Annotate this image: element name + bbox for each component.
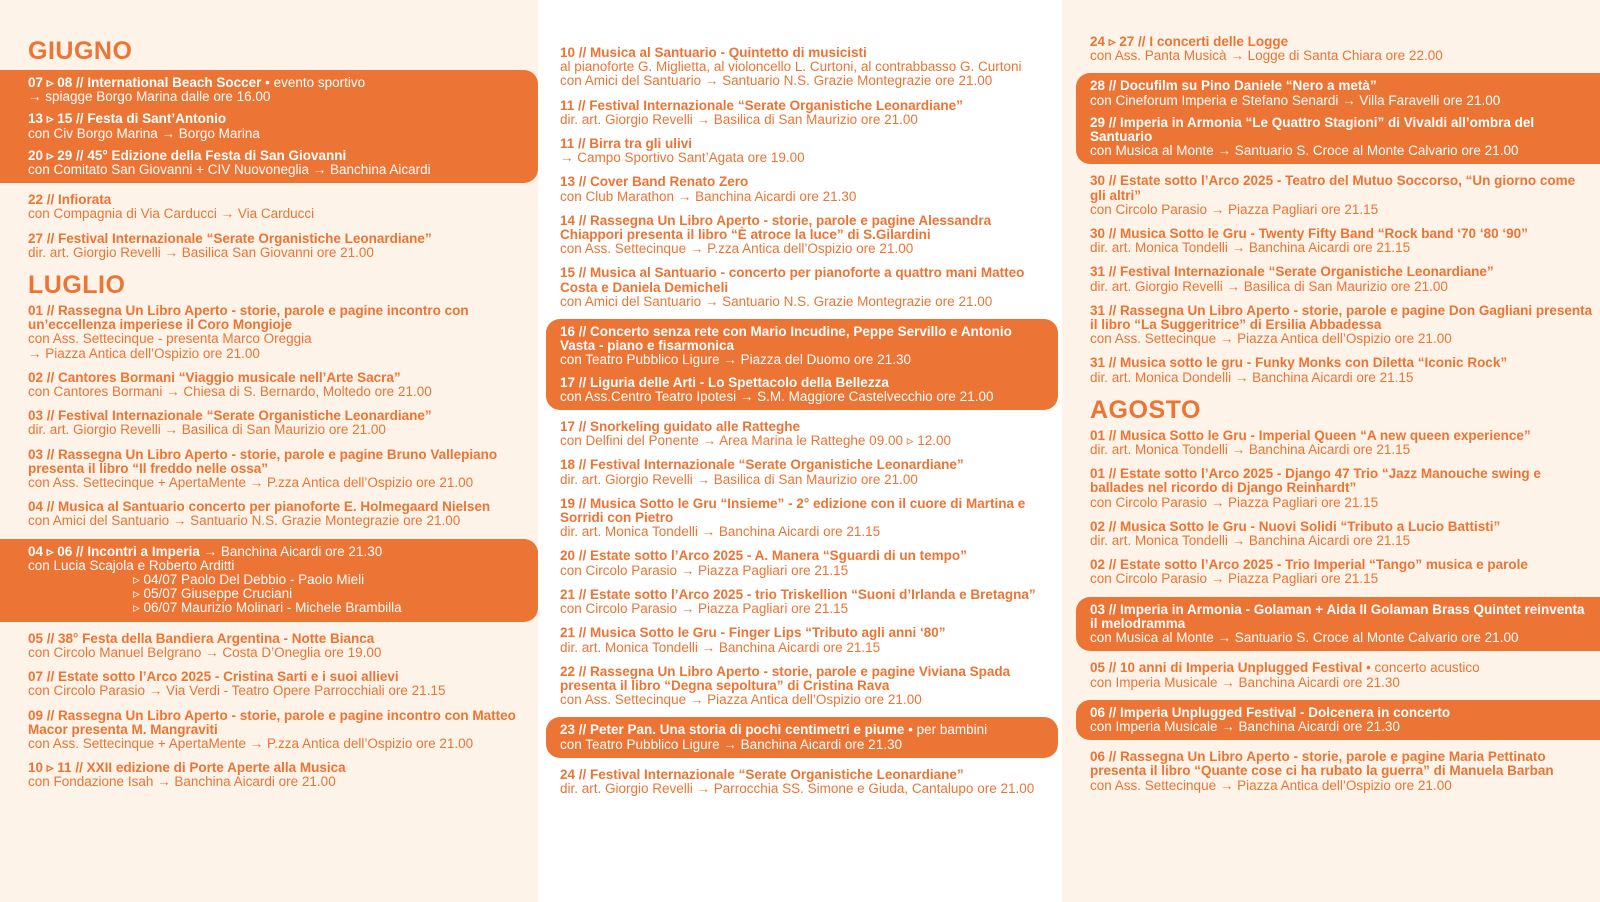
event-title-text: 05 // 10 anni di Imperia Unplugged Festival: [1090, 660, 1363, 676]
event-item: [0, 709, 538, 752]
event-title: [1090, 750, 1594, 778]
event-title-text: 16 // Concerto senza rete con Mario Incudine, Peppe Servillo e Antonio Vasta - piano e fisarmonica: [560, 324, 1012, 354]
event-title-text: 31 // Festival Internazionale “Serate Organistiche Leonardiane”: [1090, 264, 1494, 280]
event-detail-line: con Ass. Settecinque - presenta Marco Oreggia: [28, 331, 312, 347]
event-detail-line: con Musica al Monte → Santuario S. Croce al Monte Calvario ore 21.00: [1090, 630, 1519, 646]
event-detail-line: con Ass.Centro Teatro Ipotesi → S.M. Maggiore Castelvecchio ore 21.00: [560, 388, 994, 404]
event-title: [28, 709, 528, 737]
highlight-box: [1076, 73, 1600, 164]
event-title-text: 10 // Musica al Santuario - Quintetto di musicisti: [560, 45, 867, 60]
event-detail-line: con Ass. Settecinque → Piazza Antica dell’Ospizio ore 21.00: [1090, 331, 1452, 347]
event-title: [1090, 467, 1594, 495]
event-detail-line: dir. art. Giorgio Revelli → Basilica di San Maurizio ore 21.00: [1090, 278, 1448, 294]
event-title: [1090, 706, 1594, 720]
event-title-text: 20 ▹ 29 // 45° Edizione della Festa di San Giovanni: [28, 147, 347, 163]
event-title: [560, 768, 1054, 782]
event-title-text: 20 // Estate sotto l’Arco 2025 - A. Manera “Sguardi di un tempo”: [560, 548, 967, 564]
event-note: • concerto acustico: [1362, 660, 1480, 676]
event-title: [1090, 304, 1594, 332]
event-title: [28, 76, 528, 90]
event-title-text: 19 // Musica Sotto le Gru “Insieme” - 2° edizione con il cuore di Martina e Sorridi con Pietro: [560, 495, 1026, 526]
event-title-text: 24 ▹ 27 // I concerti delle Logge: [1090, 34, 1289, 49]
event-detail-line: con Imperia Musicale → Banchina Aicardi ore 21.30: [1090, 674, 1400, 690]
event-item: [546, 325, 1058, 368]
event-title: [560, 420, 1054, 434]
event-item: [0, 232, 538, 260]
event-title-text: 01 // Rassegna Un Libro Aperto - storie, parole e pagine incontro con un’eccellenza imperiese il Coro Mongioje: [28, 303, 469, 333]
event-item: [1062, 304, 1600, 347]
event-title: [28, 193, 528, 207]
event-detail-line: con Ass. Settecinque → P.zza Antica dell’Ospizio ore 21.00: [560, 241, 914, 257]
event-title: [28, 670, 528, 684]
event-title-text: 09 // Rassegna Un Libro Aperto - storie, parole e pagine incontro con Matteo Macor presenta M. Mangraviti: [28, 707, 516, 737]
event-item: [1062, 558, 1600, 586]
event-item: [0, 371, 538, 399]
event-title: [1090, 227, 1594, 241]
event-item: [1062, 356, 1600, 384]
event-detail-line: con Ass. Settecinque → Piazza Antica dell’Ospizio ore 21.00: [560, 692, 922, 708]
event-title: [28, 112, 528, 126]
event-title-text: 17 // Liguria delle Arti - Lo Spettacolo della Bellezza: [560, 374, 889, 390]
event-title: [28, 232, 528, 246]
event-detail-line: con Teatro Pubblico Ligure → Banchina Aicardi ore 21.30: [560, 736, 902, 752]
event-item: [538, 266, 1062, 309]
event-title: [560, 458, 1054, 472]
event-detail-line: con Circolo Parasio → Piazza Pagliari ore 21.15: [560, 562, 849, 578]
event-title: [560, 175, 1054, 189]
event-title-text: 03 // Festival Internazionale “Serate Organistiche Leonardiane”: [28, 408, 432, 424]
event-title: [560, 626, 1054, 640]
event-detail-line: dir. art. Monica Tondelli → Banchina Aicardi ore 21.15: [560, 639, 881, 655]
event-title: [28, 371, 528, 385]
event-detail-line: con Ass. Settecinque + ApertaMente → P.zza Antica dell’Ospizio ore 21.00: [28, 475, 474, 491]
event-title: [560, 588, 1054, 602]
event-title: [28, 761, 528, 775]
event-detail-line: con Musica al Monte → Santuario S. Croce al Monte Calvario ore 21.00: [1090, 143, 1519, 159]
event-item: [0, 112, 538, 140]
event-title-text: 30 // Estate sotto l’Arco 2025 - Teatro del Mutuo Soccorso, “Un giorno come gli altri”: [1090, 173, 1576, 203]
event-title-text: 06 // Rassegna Un Libro Aperto - storie, parole e pagine Maria Pettinato presenta il libro “Quante cose ci ha rubato la guerra” di Manuela Barban: [1090, 749, 1554, 779]
event-title: [28, 448, 528, 476]
highlight-box: [1076, 597, 1600, 652]
event-detail-line: con Club Marathon → Banchina Aicardi ore 21.30: [560, 188, 857, 204]
event-title: [560, 325, 1050, 353]
highlight-box: [0, 70, 538, 183]
event-item: [1062, 661, 1600, 689]
event-title: [1090, 356, 1594, 370]
event-item: [538, 46, 1062, 89]
event-title: [560, 99, 1054, 113]
event-detail-line: con Imperia Musicale → Banchina Aicardi ore 21.30: [1090, 718, 1400, 734]
event-title-text: 10 ▹ 11 // XXII edizione di Porte Aperte alla Musica: [28, 760, 346, 776]
highlight-box: [546, 319, 1058, 410]
event-title-text: 18 // Festival Internazionale “Serate Organistiche Leonardiane”: [560, 457, 964, 473]
event-item: [1062, 174, 1600, 217]
event-title: [560, 214, 1054, 242]
event-item: [0, 632, 538, 660]
event-title-text: 15 // Musica al Santuario - concerto per pianoforte a quattro mani Matteo Costa e Daniela Demicheli: [560, 265, 1025, 295]
event-detail-line: con Cantores Bormani → Chiesa di S. Bernardo, Moltedo ore 21.00: [28, 384, 432, 400]
event-detail-line: con Ass. Panta Musicà → Logge di Santa Chiara ore 22.00: [1090, 48, 1443, 64]
event-item: [1062, 429, 1600, 457]
event-title-text: 31 // Musica sotto le gru - Funky Monks con Diletta “Iconic Rock”: [1090, 355, 1508, 371]
event-detail-line: con Delfini del Ponente → Area Marina le Ratteghe 09.00 ▹ 12.00: [560, 433, 952, 449]
event-item: [538, 99, 1062, 127]
event-item: [0, 545, 538, 616]
event-item: [1062, 265, 1600, 293]
event-detail-line: con Comitato San Giovanni + CIV Nuovoneglia → Banchina Aicardi: [28, 162, 431, 178]
event-title-text: 27 // Festival Internazionale “Serate Organistiche Leonardiane”: [28, 230, 432, 246]
event-detail-line: al pianoforte G. Miglietta, al violoncello L. Curtoni, al contrabbasso G. Curtoni: [560, 59, 1022, 75]
event-title: [1090, 429, 1594, 443]
event-detail-line: dir. art. Monica Tondelli → Banchina Aicardi ore 21.15: [1090, 240, 1411, 256]
event-detail-line: dir. art. Monica Tondelli → Banchina Aicardi ore 21.15: [1090, 442, 1411, 458]
event-title-text: 28 // Docufilm su Pino Daniele “Nero a metà”: [1090, 78, 1377, 94]
event-item: [538, 549, 1062, 577]
event-item: [1062, 520, 1600, 548]
event-detail-line: dir. art. Monica Tondelli → Banchina Aicardi ore 21.15: [1090, 533, 1411, 549]
column-3: [1062, 0, 1600, 902]
event-title-text: 21 // Estate sotto l’Arco 2025 - trio Triskellion “Suoni d’Irlanda e Bretagna”: [560, 586, 1036, 602]
event-title-text: 02 // Musica Sotto le Gru - Nuovi Solidi “Tributo a Lucio Battisti”: [1090, 518, 1501, 534]
event-detail-line: con Teatro Pubblico Ligure → Piazza del Duomo ore 21.30: [560, 352, 911, 368]
event-item: [0, 448, 538, 491]
event-title-text: 31 // Rassegna Un Libro Aperto - storie, parole e pagine Don Gagliani presenta il libro “La Suggeritrice” di Ersilia Abbadessa: [1090, 302, 1593, 333]
event-detail-line: con Civ Borgo Marina → Borgo Marina: [28, 125, 260, 141]
event-detail-line: con Amici del Santuario → Santuario N.S. Grazie Montegrazie ore 21.00: [560, 73, 993, 89]
event-title-text: 11 // Festival Internazionale “Serate Organistiche Leonardiane”: [560, 97, 963, 113]
event-detail-line: con Circolo Parasio → Via Verdi - Teatro Opere Parrocchiali ore 21.15: [28, 683, 446, 699]
event-detail-line: dir. art. Giorgio Revelli → Basilica di San Maurizio ore 21.00: [560, 471, 918, 487]
event-detail-line: con Lucia Scajola e Roberto Arditti: [28, 557, 235, 573]
event-title-text: 22 // Infiorata: [28, 192, 112, 208]
event-detail-line: dir. art. Monica Dondelli → Banchina Aicardi ore 21.15: [1090, 369, 1414, 385]
event-title-text: 07 // Estate sotto l’Arco 2025 - Cristina Sarti e i suoi allievi: [28, 669, 399, 685]
event-detail-line: dir. art. Giorgio Revelli → Basilica di San Maurizio ore 21.00: [28, 422, 386, 438]
highlight-box: [0, 539, 538, 622]
event-title-text: 02 // Estate sotto l’Arco 2025 - Trio Imperial “Tango” musica e parole: [1090, 557, 1528, 573]
event-title: [560, 665, 1054, 693]
event-detail-line: con Circolo Manuel Belgrano → Costa D’Oneglia ore 19.00: [28, 644, 382, 660]
event-item: [1076, 603, 1600, 646]
column-1: [0, 0, 538, 902]
event-title-text: 23 // Peter Pan. Una storia di pochi centimetri e piume: [560, 722, 905, 738]
event-title: [28, 304, 528, 332]
event-title: [1090, 558, 1594, 572]
event-item: [1076, 116, 1600, 159]
highlight-box: [1076, 700, 1600, 740]
event-item: [538, 214, 1062, 257]
event-sub-item: ▹ 05/07 Giuseppe Cruciani: [133, 586, 293, 602]
event-item: [1062, 750, 1600, 793]
event-detail-line: → Campo Sportivo Sant’Agata ore 19.00: [560, 150, 805, 166]
event-item: [1062, 227, 1600, 255]
event-title: [1090, 79, 1594, 93]
event-detail-line: con Ass. Settecinque → Piazza Antica dell’Ospizio ore 21.00: [1090, 777, 1452, 793]
event-title: [560, 46, 1054, 60]
event-detail-line: con Circolo Parasio → Piazza Pagliari ore 21.15: [560, 601, 849, 617]
event-title-text: 13 // Cover Band Renato Zero: [560, 174, 749, 190]
event-item: [546, 723, 1058, 751]
event-detail-line: dir. art. Monica Tondelli → Banchina Aicardi ore 21.15: [560, 524, 881, 540]
event-note: → Banchina Aicardi ore 21.30: [199, 543, 383, 559]
event-item: [1076, 706, 1600, 734]
event-title: [1090, 35, 1594, 49]
event-title-text: 11 // Birra tra gli ulivi: [560, 136, 693, 152]
event-title-text: 30 // Musica Sotto le Gru - Twenty Fifty Band “Rock band ‘70 ‘80 ‘90”: [1090, 226, 1528, 242]
event-title: [1090, 174, 1594, 202]
event-title: [28, 632, 528, 646]
event-note: • evento sportivo: [261, 75, 366, 90]
event-title: [1090, 265, 1594, 279]
event-title-text: 29 // Imperia in Armonia “Le Quattro Stagioni” di Vivaldi all’ombra del Santuario: [1090, 114, 1535, 145]
event-item: [1062, 467, 1600, 510]
month-heading: GIUGNO: [28, 37, 133, 65]
event-item: [538, 665, 1062, 708]
event-title-text: 13 ▹ 15 // Festa di Sant’Antonio: [28, 111, 227, 127]
event-title-text: 04 ▹ 06 // Incontri a Imperia: [28, 543, 200, 559]
event-title-text: 03 // Imperia in Armonia - Golaman + Aida Il Golaman Brass Quintet reinventa il melodramma: [1090, 601, 1585, 631]
event-title-text: 03 // Rassegna Un Libro Aperto - storie, parole e pagine Bruno Vallepiano presenta il libro “Il freddo nelle ossa”: [28, 446, 498, 476]
event-item: [0, 193, 538, 221]
event-title-text: 14 // Rassegna Un Libro Aperto - storie, parole e pagine Alessandra Chiappori presenta il libro “È atroce la luce” di S.Gilardini: [560, 212, 992, 243]
event-detail-line: con Amici del Santuario → Santuario N.S. Grazie Montegrazie ore 21.00: [560, 293, 993, 309]
event-title-text: 01 // Musica Sotto le Gru - Imperial Queen “A new queen experience”: [1090, 427, 1531, 443]
event-title-text: 01 // Estate sotto l’Arco 2025 - Django 47 Trio “Jazz Manouche swing e ballades nel ricordo di Django Reinhardt”: [1090, 466, 1541, 496]
event-item: [538, 458, 1062, 486]
event-title-text: 24 // Festival Internazionale “Serate Organistiche Leonardiane”: [560, 766, 964, 782]
event-title: [1090, 603, 1594, 631]
event-title: [1090, 520, 1594, 534]
event-title: [560, 266, 1054, 294]
event-item: [546, 376, 1058, 404]
event-title-text: 21 // Musica Sotto le Gru - Finger Lips “Tributo agli anni ‘80”: [560, 625, 946, 641]
event-title: [28, 149, 528, 163]
month-heading: LUGLIO: [28, 271, 126, 300]
event-title: [560, 549, 1054, 563]
event-title-text: 05 // 38° Festa della Bandiera Argentina - Notte Bianca: [28, 630, 375, 646]
event-detail-line: dir. art. Giorgio Revelli → Basilica San Giovanni ore 21.00: [28, 244, 374, 260]
event-detail-line: con Fondazione Isah → Banchina Aicardi ore 21.00: [28, 774, 336, 790]
event-title: [1090, 116, 1594, 144]
event-item: [1062, 35, 1600, 63]
event-title-text: 02 // Cantores Bormani “Viaggio musicale nell’Arte Sacra”: [28, 369, 401, 385]
event-item: [0, 409, 538, 437]
event-detail-line: dir. art. Giorgio Revelli → Parrocchia SS. Simone e Giuda, Cantalupo ore 21.00: [560, 780, 1035, 796]
event-note: • per bambini: [904, 722, 988, 738]
event-detail-line: → Piazza Antica dell’Ospizio ore 21.00: [28, 345, 260, 361]
event-title-text: 04 // Musica al Santuario concerto per pianoforte E. Holmegaard Nielsen: [28, 499, 491, 515]
highlight-box: [546, 717, 1058, 757]
event-sub-item: ▹ 04/07 Paolo Del Debbio - Paolo Mieli: [133, 572, 365, 588]
event-item: [538, 175, 1062, 203]
event-detail-line: con Ass. Settecinque + ApertaMente → P.zza Antica dell’Ospizio ore 21.00: [28, 735, 474, 751]
event-detail-line: con Circolo Parasio → Piazza Pagliari ore 21.15: [1090, 201, 1379, 217]
event-item: [538, 420, 1062, 448]
event-detail-line: con Amici del Santuario → Santuario N.S. Grazie Montegrazie ore 21.00: [28, 513, 461, 529]
event-item: [538, 137, 1062, 165]
column-2: [538, 0, 1062, 902]
event-item: [0, 304, 538, 361]
event-item: [538, 497, 1062, 540]
event-title: [28, 545, 528, 559]
event-title: [28, 409, 528, 423]
event-detail-line: dir. art. Giorgio Revelli → Basilica di San Maurizio ore 21.00: [560, 111, 918, 127]
event-detail-line: con Compagnia di Via Carducci → Via Carducci: [28, 206, 315, 222]
event-item: [538, 626, 1062, 654]
event-item: [0, 76, 538, 104]
event-title-text: 06 // Imperia Unplugged Festival - Dolcenera in concerto: [1090, 704, 1451, 720]
event-item: [0, 500, 538, 528]
month-heading: AGOSTO: [1090, 395, 1201, 424]
event-detail-line: → spiagge Borgo Marina dalle ore 16.00: [28, 89, 271, 105]
event-title: [1090, 661, 1594, 675]
event-item: [1076, 79, 1600, 107]
event-item: [538, 768, 1062, 796]
event-item: [0, 761, 538, 789]
event-detail-line: con Circolo Parasio → Piazza Pagliari ore 21.15: [1090, 571, 1379, 587]
event-title: [560, 376, 1050, 390]
event-title: [560, 723, 1050, 737]
event-title-text: 07 ▹ 08 // International Beach Soccer: [28, 75, 262, 90]
event-item: [538, 588, 1062, 616]
event-sub-item: ▹ 06/07 Maurizio Molinari - Michele Brambilla: [133, 600, 402, 616]
event-detail-line: con Cineforum Imperia e Stefano Senardi → Villa Faravelli ore 21.00: [1090, 92, 1501, 108]
event-title: [560, 137, 1054, 151]
event-item: [0, 670, 538, 698]
event-title: [28, 500, 528, 514]
event-title-text: 17 // Snorkeling guidato alle Ratteghe: [560, 419, 801, 435]
event-detail-line: con Circolo Parasio → Piazza Pagliari ore 21.15: [1090, 494, 1379, 510]
event-title: [560, 497, 1054, 525]
event-title-text: 22 // Rassegna Un Libro Aperto - storie, parole e pagine Viviana Spada presenta il libro “Degna sepoltura” di Cristina Rava: [560, 663, 1011, 693]
event-item: [0, 149, 538, 177]
